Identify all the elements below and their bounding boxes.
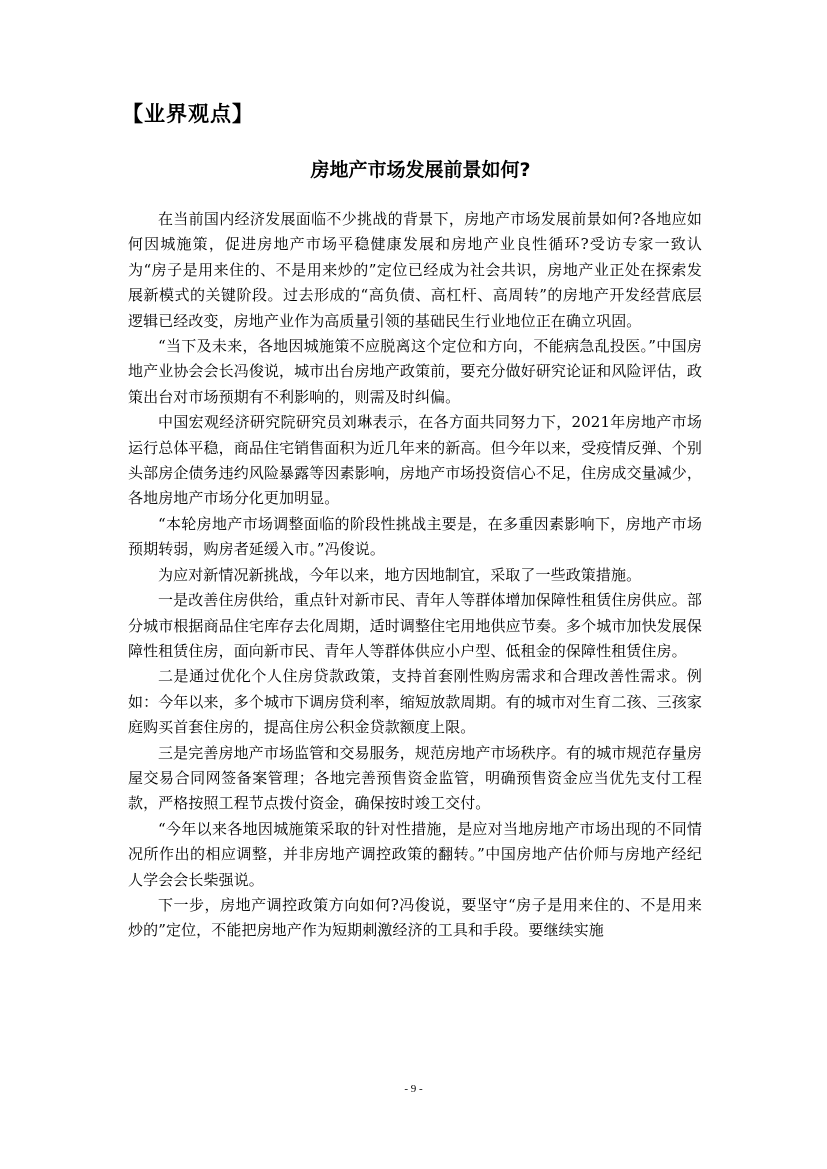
paragraph: “本轮房地产市场调整面临的阶段性挑战主要是，在多重因素影响下，房地产市场预期转弱，购房者延缓入市。”冯俊说。 xyxy=(128,514,702,559)
article-title: 房地产市场发展前景如何? xyxy=(310,159,531,181)
article-body xyxy=(128,207,702,944)
paragraph: “当下及未来，各地因城施策不应脱离这个定位和方向，不能病急乱投医。”中国房地产业协会会长冯俊说，城市出台房地产政策前，要充分做好研究论证和风险评估，政策出台对市场预期有不利影响的，则需及时纠偏。 xyxy=(128,337,702,406)
paragraph: 下一步，房地产调控政策方向如何?冯俊说，要坚守“房子是用来住的、不是用来炒的”定位，不能把房地产作为短期刺激经济的工具和手段。要继续实施 xyxy=(128,895,702,940)
page-number: - 9 - xyxy=(404,1083,423,1095)
paragraph: 为应对新情况新挑战，今年以来，地方因地制宜，采取了一些政策措施。 xyxy=(158,565,642,584)
paragraph: 一是改善住房供给，重点针对新市民、青年人等群体增加保障性租赁住房供应。部分城市根据商品住宅库存去化周期，适时调整住宅用地供应节奏。多个城市加快发展保障性租赁住房，面向新市民、青年人等群体供应小户型、低租金的保障性租赁住房。 xyxy=(128,591,702,660)
paragraph: “今年以来各地因城施策采取的针对性措施，是应对当地房地产市场出现的不同情况所作出的相应调整，并非房地产调控政策的翻转。”中国房地产估价师与房地产经纪人学会会长柴强说。 xyxy=(128,819,702,889)
paragraph: 中国宏观经济研究院研究员刘琳表示，在各方面共同努力下，2021年房地产市场运行总体平稳，商品住宅销售面积为近几年来的新高。但今年以来，受疫情反弹、个别头部房企债务违约风险暴露等因素影响，房地产市场投资信心不足，住房成交量减少，各地房地产市场分化更加明显。 xyxy=(128,413,702,508)
paragraph: 在当前国内经济发展面临不少挑战的背景下，房地产市场发展前景如何?各地应如何因城施策，促进房地产市场平稳健康发展和房地产业良性循环?受访专家一致认为“房子是用来住的、不是用来炒的”定位已经成为社会共识，房地产业正处在探索发展新模式的关键阶段。过去形成的“高负债、高杠杆、高周转”的房地产开发经营底层逻辑已经改变，房地产业作为高质量引领的基础民生行业地位正在确立巩固。 xyxy=(128,210,702,330)
paragraph: 二是通过优化个人住房贷款政策，支持首套刚性购房需求和合理改善性需求。例如：今年以来，多个城市下调房贷利率，缩短放款周期。有的城市对生育二孩、三孩家庭购买首套住房的，提高住房公积金贷款额度上限。 xyxy=(128,667,702,737)
paragraph: 三是完善房地产市场监管和交易服务，规范房地产市场秩序。有的城市规范存量房屋交易合同网签备案管理；各地完善预售资金监管，明确预售资金应当优先支付工程款，严格按照工程节点拨付资金，确保按时竣工交付。 xyxy=(128,743,702,813)
section-tag: 【业界观点】 xyxy=(122,102,254,126)
